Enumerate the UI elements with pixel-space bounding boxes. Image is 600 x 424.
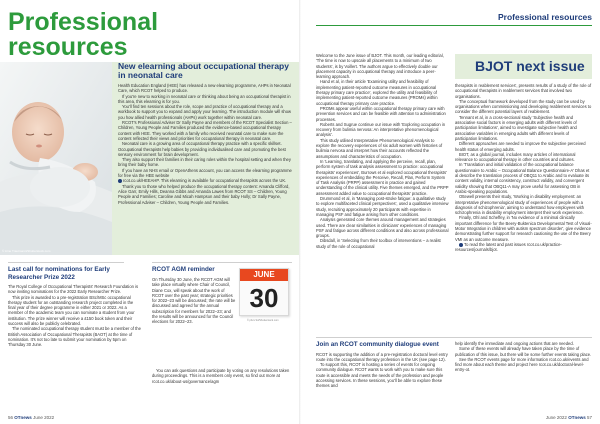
page-title: Professional resources: [8, 8, 159, 61]
paragraph: You'll find ten sessions about the role, scope and practice of occupational therapy and a workbook to support you to expand and apply your learning. The introduction module will show you how allied health professionals (AHPs) work together within neonatal care.: [118, 104, 292, 120]
paragraph: In 'Learning, translating, and applying the perceive, recall, plan, perform system of task analysis assessment to practice: occupational therapists' experiences', Burrows et al explored occupational therapists' experiences of embedding the Perceive, Recall, Plan, Perform System of Task Analysis (PRPP) assessment in practice and gained understanding of the clinical utility. Five themes emerged, and the PRPP assessment added value to occupational therapists' practice.: [316, 158, 449, 196]
paragraph: Thank you to those who helped produce the occupational therapy content: Amanda Clifford, Alice Garr, Emily Hills, Deanna Gibbs and Amanda Lawes from RCOT SS – Children, Young People and Families; Caroline and Micah Hampson and their baby Holly; Dr Sally Payne, Professional Adviser – Children, Young People and Families.: [118, 183, 290, 205]
paragraph: To support this, RCOT is hosting a series of events for ongoing community dialogue. RCOT wants to work with you to make sure this route is accessible and meets the needs of the profession and people accessing services. In these sessions, you'll be able to explore these themes and: [316, 362, 444, 389]
community-dialogue-heading: Join an RCOT community dialogue event: [316, 341, 439, 348]
page-number: 56: [8, 415, 14, 420]
page-number: 57: [586, 415, 592, 420]
community-dialogue-column-2: [455, 341, 592, 373]
agm-heading: RCOT AGM reminder: [152, 266, 215, 273]
calendar-month: JUNE: [240, 269, 288, 281]
paragraph: The Royal College of Occupational Therapists' Research Foundation is now inviting nominations for the 2022 Early Researcher Prize.: [8, 284, 139, 295]
paragraph: therapists in reablement services', presents results of a study of the role of occupational therapists in reablement services that involved two organisations.: [455, 83, 592, 99]
rcot-logo-icon: [118, 179, 122, 183]
paragraph: Roberts and Sugrue continue our issue with 'Exploring occupation in recovery from bulimia nervosa: An interpretative phenomenological analysis'.: [316, 121, 446, 138]
paragraph: Some of these events will already have taken place by the time of publication of this issue, but there will be some further events taking place.: [455, 346, 592, 357]
nominations-heading: Last call for nominations for Early Researcher Prize 2022: [8, 266, 110, 281]
page-footer-left: [8, 415, 54, 420]
calendar-credit: © pbcs Sd/Shutterstock.com: [247, 319, 279, 322]
paragraph: The nominated occupational therapy student must be a member of the British Association of Occupational Therapists (BAOT) at the time of nomination. It's not too late to submit your nomination by 5pm on Thursday 30 June.: [8, 326, 141, 348]
paragraph: On Thursday 30 June, the RCOT AGM will take place virtually where Chair of Council, Diane Cox, will speak about the work of RCOT over the past year; strategic priorities for 2022–23 will be discussed; the rate will be discussed and agreed for the annual subscription for members for 2022–23; and the results will be announced for the Council elections for 2022–23.: [152, 277, 236, 325]
photo-credit: © Arne Trautmann/Shutterstock.com: [2, 249, 51, 253]
section-title: Professional resources: [497, 12, 592, 22]
paragraph: Analysis generated core themes around management and strategies used. There are clear similarities in clinicians' experiences of managing PSF and fatigue across different conditions and also across professional groups.: [316, 217, 449, 239]
paragraph: If you're new to working in neonatal care or thinking about being an occupational therapist in this area, this elearning is for you.: [118, 93, 291, 104]
footer-date: June 2022: [545, 415, 567, 420]
events-link-paragraph[interactable]: See the RCOT events page for more information rcot.co.uk/events and find more about each theme and project here rcot.co.uk/doctoral-level-entry-ot.: [455, 356, 589, 373]
paragraph: Welcome to the June issue of BJOT. This month, our leading editorial, 'The time is now to upscale all placements to a minimum of two students', is by Voillert. The authors argue to effectively double our placement capacity in occupational therapy and introduce a peer-learning approach.: [316, 53, 444, 80]
paragraph: In 'Translation and initial validation of the occupational balance questionnaire to Arabic – Occupational Balance Questionnaire-A' Dhas et al describe the translation process of OBQ11 to Arabic and to evaluate its content validity, internal consistency, construct validity, and convergent validity showing that OBQ11-A may prove useful for assessing OB in Arabic-speaking populations.: [455, 162, 590, 194]
paragraph: They also support their families in their caring roles within the hospital setting and when they bring their baby home.: [118, 157, 291, 168]
paragraph: help identify the immediate and ongoing actions that are needed.: [455, 341, 574, 346]
right-page: [300, 0, 600, 424]
footer-brand: OTnews: [14, 415, 32, 420]
agm-body: [152, 277, 236, 325]
paragraph: This prize is awarded to a pre-registration BSc/MSc occupational therapy student for an outstanding research project completed in the final year of their degree programme in either 2021 or 2022. As a member of the academic team you can nominate a student from your institution. The prize winner will receive a £150 book token and their success will also be publicly celebrated.: [8, 294, 135, 327]
paragraph: If you have an NHS email or OpenAthens account, you can access the elearning programme for free via the HEE website: [118, 167, 292, 179]
divider: [316, 337, 592, 338]
bjot-column-2: [455, 83, 592, 253]
paragraph: Different approaches are needed to improve the subjective perceived health status of emerging adults.: [455, 141, 586, 152]
paragraph: BIOT, as a global journal, includes many articles of international relevance to occupational therapy in other countries and cultures.: [455, 151, 576, 163]
paragraph: RCOT is supporting the addition of a pre-registration doctoral level entry route into the occupational therapy profession in the UK (see page 12).: [316, 351, 448, 362]
calendar-day: 30: [249, 283, 279, 313]
paragraph: Health Education England (HEE) has released a new elearning programme, AHPs in Neonatal Care, which RCOT helped to produce.: [118, 83, 291, 94]
community-dialogue-article: [316, 341, 449, 389]
header-rule: [316, 25, 592, 26]
paragraph: Finally, Ohl and Scheffey, in 'No evidence of a minimal clinically important difference for the Beery-Buktenica Developmental Test of Visual-Motor Integration in children with autism spectrum disorder', give evidence demonstrating further support for research cautioning the use of the Beery VMI as an outcome measure.: [455, 215, 592, 242]
nominations-body: [8, 284, 141, 348]
elearning-article: [118, 62, 294, 205]
paragraph: Tennant et al, in a cross-sectional study 'Subjective health and associative social factors in emerging adults with different levels of participation limitations', aimed to investigate subjective health and associative variables in emerging adults with different levels of participation limitations.: [455, 114, 577, 141]
page-footer-right: [546, 415, 592, 420]
paragraph: Hand et al, in their article 'Examining utility and feasibility of implementing patient-reported outcome measures in occupational therapy primary care practice', explored the utility and feasibility of implementing patient-reported outcome measures (PROMs) within occupational therapy primary care practice.: [316, 79, 438, 106]
rcot-logo-icon: [459, 243, 463, 247]
paragraph: Dibsdall, in 'Selecting from their toolbox of interventions – a realist study of the role of occupational: [316, 238, 441, 249]
bjot-title: BJOT next issue: [475, 58, 585, 74]
bjot-link-paragraph[interactable]: To read the latest and past issues rcot.co.uk/practice-resources/journals/bjot.: [455, 241, 562, 253]
paragraph: Drummond et al, in 'Managing post-stroke fatigue: a qualitative study to explore multifaceted clinical perspectives', used a qualitative interview study, recruiting approximately 20 participants with expertise in managing PSF and fatigue arising from other conditions.: [316, 196, 449, 217]
paragraph: RCOT's Professional Adviser Dr Sally Payne and members of the RCOT Specialist Section – Children, Young People and Families produced the evidence-based occupational therapy content with HEE. They worked with a family who received neonatal care to make sure the content reflected their views and priorities for occupational therapy in neonatal care.: [118, 120, 292, 141]
link-paragraph[interactable]: rcot.co.uk/HEEAHP. This elearning is available for occupational therapists across the UK.: [118, 178, 294, 183]
paragraph: Ottewell presents their study, 'Working in disability employment: an interpretative phenomenological study of experiences of people with a diagnosis of schizophrenia', aiming to understand how employees with schizophrenia in disability employment interpret their work experience.: [455, 194, 584, 216]
elearning-body: [118, 83, 294, 205]
bjot-column-1: [316, 53, 449, 249]
agm-article: [152, 266, 237, 277]
footer-brand: OTnews: [568, 415, 586, 420]
elearning-heading: New elearning about occupational therapy in neonatal care: [118, 61, 289, 80]
paragraph: This study utilised Interpretative Phenomenological Analysis to explore the recovery experiences of six adult women with histories of bulimia nervosa and interpret how their accounts reflected the assumptions and characteristics of occupation.: [316, 137, 443, 159]
agm-link-paragraph[interactable]: You can ask questions and participate by voting on any resolutions taken during proceedings. This is a members only event, so find out more at rcot.co.uk/about-us/governance/agm: [152, 368, 290, 384]
sleeping-baby-photo: [0, 62, 112, 255]
divider: [152, 262, 292, 263]
paragraph: PROMs appear useful within occupational therapy primary care with prevention services and can be feasible with attention to administration processes.: [316, 105, 446, 122]
footer-date: June 2022: [33, 415, 55, 420]
paragraph: Neonatal care is a growing area of occupational therapy practice with a specific skillset. Occupational therapists help babies by providing individualised care and promoting the best sensory environment for brain development.: [118, 141, 286, 157]
nominations-article: [8, 266, 141, 348]
calendar-icon: [239, 268, 289, 316]
paragraph: The conceptual framework developed from the study can be used by organisations when commissioning and developing reablement services to consider the different potential layers of reablement.: [455, 98, 592, 115]
divider: [8, 262, 124, 263]
agm-body-cont: [152, 368, 292, 384]
